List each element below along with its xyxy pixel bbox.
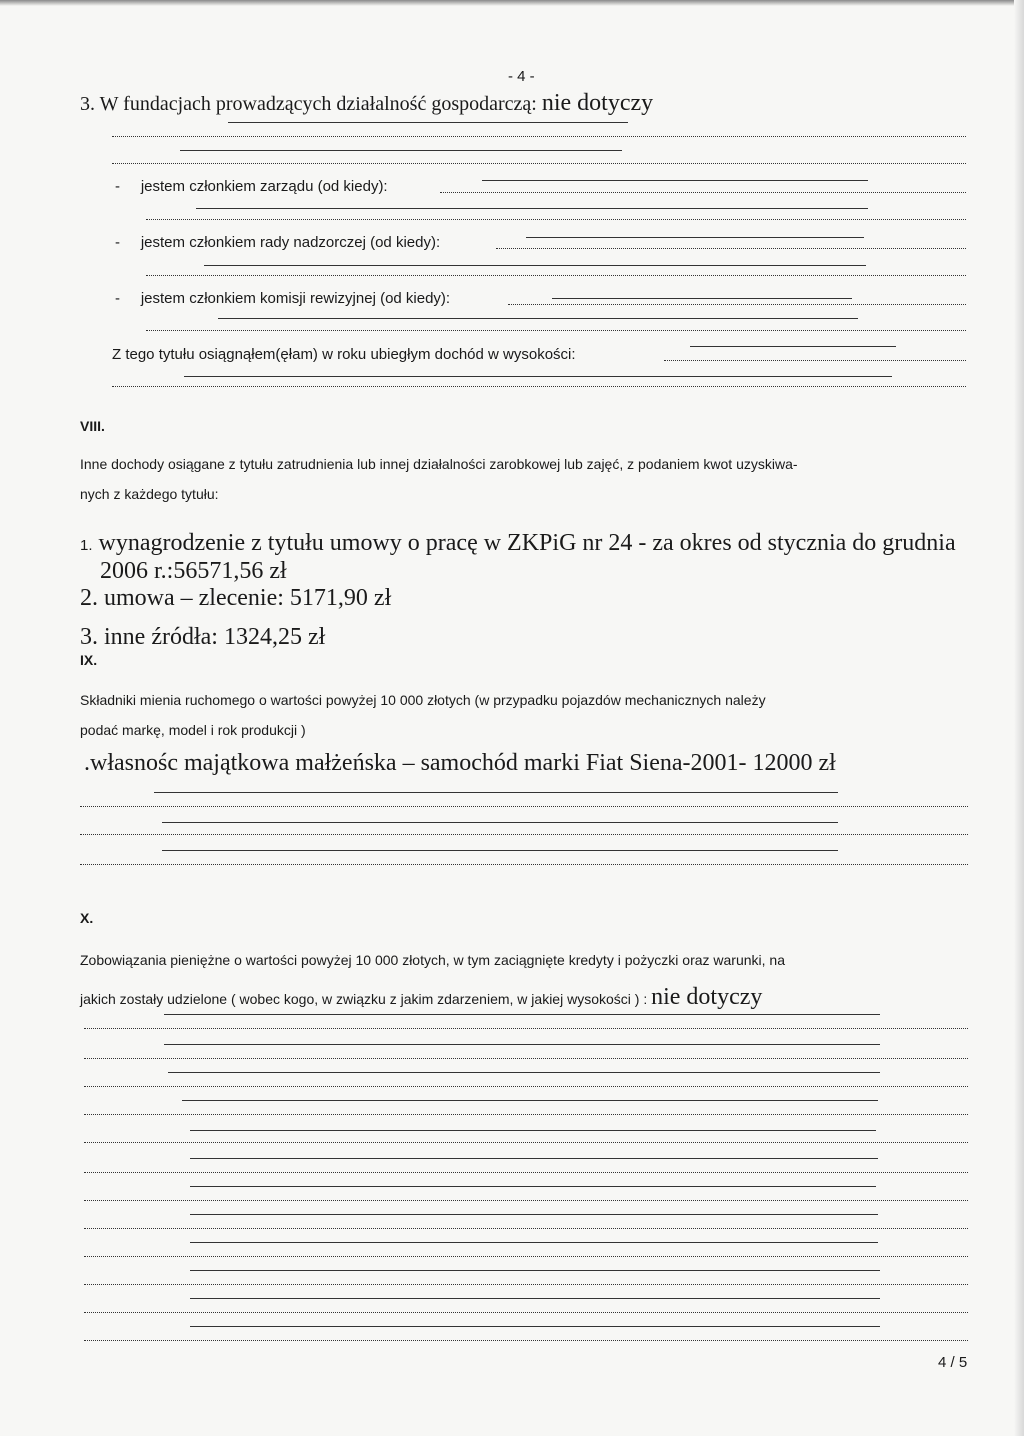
item-label: jestem członkiem komisji rewizyjnej (od kiedy): [140, 290, 451, 307]
strike-line [204, 265, 866, 266]
section10-numeral: X. [80, 910, 94, 926]
item-audit-committee [115, 290, 450, 307]
strike-line [690, 346, 896, 347]
strike-line [180, 150, 622, 151]
dotted-line [84, 1312, 968, 1313]
strike-line [190, 1270, 880, 1271]
section10-description-line1: Zobowiązania pieniężne o wartości powyżej 10 000 złotych, w tym zaciągnięte kredyty i pożyczki oraz warunki, na [80, 952, 786, 968]
section8-entry3: 3. inne źródła: 1324,25 zł [80, 624, 326, 650]
entry1-line2: 2006 r.:56571,56 zł [100, 558, 287, 584]
dotted-line [84, 1200, 968, 1201]
dotted-line [440, 192, 966, 193]
entry-number: 1. [80, 537, 93, 554]
section10-description-line2: jakich zostały udzielone ( wobec kogo, w związku z jakim zdarzeniem, w jakiej wysokości ) : [80, 991, 648, 1007]
page-number-top: - 4 - [508, 68, 535, 85]
item-management-board [115, 178, 388, 195]
dotted-line [146, 330, 966, 331]
dotted-line [84, 1172, 968, 1173]
section8-description-line1: Inne dochody osiągane z tytułu zatrudnienia lub innej działalności zarobkowej lub zajęć, z podaniem kwot uzyskiwa- [80, 456, 798, 472]
item-supervisory-board [115, 234, 440, 251]
section8-entry1 [80, 530, 956, 557]
item-label: jestem członkiem zarządu (od kiedy): [140, 178, 388, 195]
strike-line [164, 1044, 880, 1045]
dotted-line [84, 1058, 968, 1059]
dotted-line [508, 304, 966, 305]
section8-entry2: 2. umowa – zlecenie: 5171,90 zł [80, 585, 392, 611]
section3-answer: nie dotyczy [541, 90, 654, 116]
section10-answer: nie dotyczy [651, 984, 763, 1010]
dotted-line [664, 360, 966, 361]
strike-line [218, 318, 858, 319]
dotted-line [84, 1086, 968, 1087]
section10-description-line2-row [80, 984, 762, 1011]
dotted-line [84, 1228, 968, 1229]
dotted-line [80, 806, 968, 807]
dotted-line [146, 275, 966, 276]
dotted-line [146, 219, 966, 220]
strike-line [190, 1214, 878, 1215]
dotted-line [112, 386, 966, 387]
strike-line [196, 208, 868, 209]
strike-line [168, 1072, 880, 1073]
page-number-footer: 4 / 5 [938, 1354, 968, 1371]
strike-line [164, 1014, 880, 1015]
strike-line [190, 1186, 876, 1187]
item-bullet: - [115, 178, 120, 195]
strike-line [552, 298, 852, 299]
dotted-line [496, 248, 966, 249]
strike-line [190, 1130, 876, 1131]
dotted-line [84, 1028, 968, 1029]
scan-edge-top [0, 0, 1024, 6]
dotted-line [84, 1114, 968, 1115]
section9-description-line1: Składniki mienia ruchomego o wartości powyżej 10 000 złotych (w przypadku pojazdów mechanicznych należy [80, 692, 766, 708]
item-bullet: - [115, 234, 120, 251]
strike-line [182, 1100, 878, 1101]
dotted-line [80, 834, 968, 835]
dotted-line [84, 1142, 968, 1143]
section3-income: Z tego tytułu osiągnąłem(ęłam) w roku ubiegłym dochód w wysokości: [112, 346, 576, 363]
strike-line [190, 1242, 878, 1243]
strike-line [184, 376, 892, 377]
dotted-line [84, 1256, 968, 1257]
dotted-line [112, 136, 966, 137]
strike-line [228, 122, 628, 123]
section3-heading: 3. W fundacjach prowadzących działalność gospodarczą: [80, 93, 537, 115]
strike-line [154, 792, 838, 793]
dotted-line [84, 1284, 968, 1285]
section3-heading-row [80, 90, 653, 117]
item-bullet: - [115, 290, 120, 307]
strike-line [526, 237, 864, 238]
section9-description-line2: podać markę, model i rok produkcji ) [80, 722, 306, 738]
section8-numeral: VIII. [80, 418, 105, 434]
strike-line [190, 1326, 880, 1327]
dotted-line [112, 163, 966, 164]
strike-line [190, 1298, 880, 1299]
dotted-line [80, 864, 968, 865]
section9-numeral: IX. [80, 652, 98, 668]
strike-line [162, 850, 838, 851]
section9-answer: .własnośc majątkowa małżeńska – samochód marki Fiat Siena-2001- 12000 zł [84, 750, 836, 776]
entry1-line1: wynagrodzenie z tytułu umowy o pracę w ZKPiG nr 24 - za okres od stycznia do grudnia [98, 530, 956, 556]
strike-line [162, 822, 838, 823]
item-label: jestem członkiem rady nadzorczej (od kiedy): [140, 234, 441, 251]
strike-line [190, 1158, 878, 1159]
section8-description-line2: nych z każdego tytułu: [80, 486, 219, 502]
strike-line [482, 180, 868, 181]
scan-edge-right [1014, 0, 1024, 1436]
dotted-line [84, 1340, 968, 1341]
